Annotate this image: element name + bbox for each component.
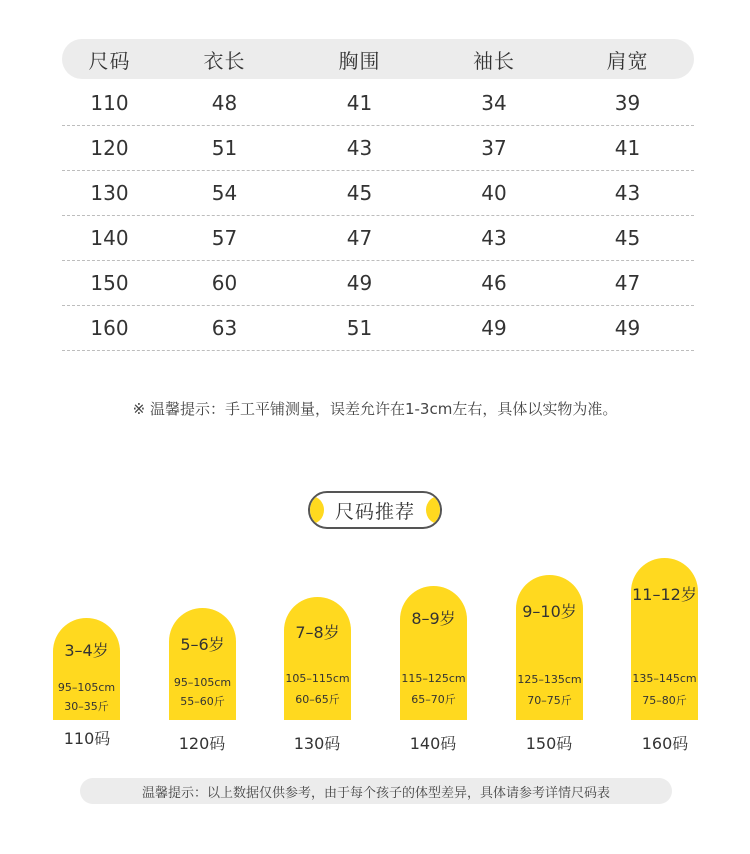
pill-age: 5–6岁 [180,635,225,654]
pill-age: 11–12岁 [632,585,697,604]
table-cell: 47 [614,271,641,295]
table-row [62,306,694,351]
footer-tip [80,778,672,804]
size-label-140: 140码 [409,734,457,753]
table-body [62,81,694,351]
table-cell: 51 [211,136,238,160]
pill-height: 135–145cm [632,672,697,685]
table-cell: 45 [614,226,641,250]
table-cell: 47 [346,226,373,250]
recommend-pill-140 [400,586,467,720]
table-cell: 37 [481,136,507,160]
header-sleeve: 袖长 [473,48,515,73]
table-cell: 49 [481,316,507,340]
table-cell: 43 [481,226,507,250]
size-label-130: 130码 [293,734,341,753]
size-label-160: 160码 [641,734,689,753]
recommend-pill-110 [53,618,120,720]
table-cell: 48 [211,91,238,115]
pill-weight: 60–65斤 [295,693,340,706]
table-cell: 40 [481,181,507,205]
table-cell: 150 [90,271,129,295]
header-shoulder: 肩宽 [606,48,649,73]
recommend-title: 尺码推荐 [334,500,415,523]
table-cell: 140 [90,226,129,250]
table-row [62,126,694,171]
pill-height: 95–105cm [173,676,232,689]
table-header [62,39,694,79]
pill-weight: 65–70斤 [411,693,456,706]
table-row [62,171,694,216]
table-cell: 43 [346,136,373,160]
header-chest: 胸围 [338,48,381,73]
table-cell: 110 [90,91,129,115]
table-row [62,216,694,261]
pill-age: 9–10岁 [522,602,577,621]
table-cell: 49 [346,271,373,295]
table-cell: 45 [346,181,373,205]
pill-height: 105–115cm [285,672,350,685]
recommend-title-badge [308,491,442,529]
size-table [62,39,694,351]
pill-age: 8–9岁 [411,609,456,628]
pill-age: 3–4岁 [64,641,109,660]
table-cell: 130 [90,181,129,205]
table-cell: 51 [346,316,373,340]
table-cell: 39 [614,91,641,115]
table-cell: 54 [211,181,238,205]
recommend-pill-150 [516,575,583,720]
recommend-pill-120 [169,608,236,720]
footer-tip-text: 温馨提示：以上数据仅供参考，由于每个孩子的体型差异，具体请参考详情尺码表 [141,785,610,801]
pill-weight: 75–80斤 [642,694,687,707]
table-cell: 46 [481,271,507,295]
table-cell: 49 [614,316,641,340]
recommend-pill-130 [284,597,351,720]
table-cell: 120 [90,136,129,160]
size-label-150: 150码 [525,734,573,753]
header-size: 尺码 [88,48,131,73]
table-cell: 41 [346,91,373,115]
badge-right-cap [426,496,442,524]
table-row [62,261,694,306]
measurement-note: ※ 温馨提示：手工平铺测量，误差允许在1-3cm左右，具体以实物为准。 [132,400,618,418]
pill-height: 95–105cm [57,681,116,694]
badge-left-cap [308,496,324,524]
table-cell: 63 [211,316,238,340]
pill-age: 7–8岁 [295,623,340,642]
pill-weight: 70–75斤 [527,694,572,707]
header-length: 衣长 [203,48,246,73]
table-cell: 60 [211,271,238,295]
recommend-pill-160 [631,558,698,720]
size-label-110: 110码 [63,729,111,748]
table-cell: 57 [211,226,238,250]
table-cell: 160 [90,316,129,340]
pill-height: 115–125cm [401,672,466,685]
table-cell: 43 [614,181,641,205]
pill-height: 125–135cm [517,673,582,686]
size-label-120: 120码 [178,734,226,753]
table-cell: 34 [481,91,507,115]
pill-weight: 30–35斤 [64,700,109,713]
table-row [62,81,694,126]
table-cell: 41 [614,136,641,160]
pill-weight: 55–60斤 [180,695,225,708]
